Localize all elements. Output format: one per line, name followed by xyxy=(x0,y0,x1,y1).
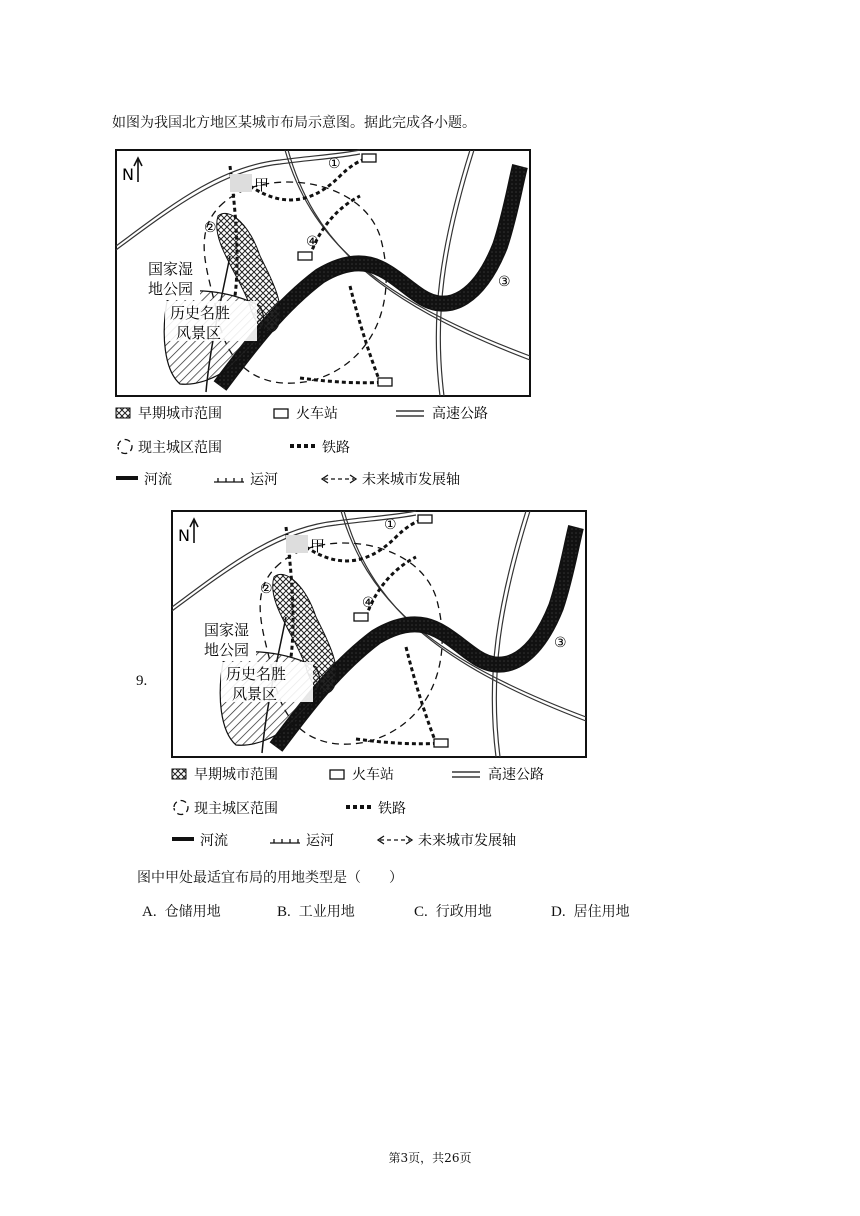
option-text: 行政用地 xyxy=(435,904,492,920)
urban-range-swatch xyxy=(174,801,188,815)
map-svg xyxy=(166,507,594,857)
option-c[interactable] xyxy=(414,901,492,921)
option-a[interactable] xyxy=(142,901,221,921)
scenic-label-1: 历史名胜 xyxy=(170,304,231,322)
marker-4: ④ xyxy=(306,234,319,250)
page-footer: 第3页，共26页 xyxy=(388,1151,472,1165)
legend-river: 河流 xyxy=(200,833,228,849)
map-svg xyxy=(110,146,538,496)
urban-range-swatch xyxy=(118,440,132,454)
city-layout-map-1 xyxy=(110,146,538,496)
legend-canal: 运河 xyxy=(250,472,278,488)
option-letter: A. xyxy=(142,904,157,920)
marker-1: ① xyxy=(384,517,397,533)
legend-early-city: 早期城市范围 xyxy=(194,767,278,783)
marker-1: ① xyxy=(328,156,341,172)
map-legend xyxy=(172,766,544,849)
option-text: 居住用地 xyxy=(573,904,630,920)
question-stem: 图中甲处最适宜布局的用地类型是（ ） xyxy=(137,870,403,886)
option-letter: D. xyxy=(551,904,566,920)
legend-future-axis: 未来城市发展轴 xyxy=(418,833,516,849)
legend-railway: 铁路 xyxy=(378,801,406,817)
marker-2: ② xyxy=(204,220,217,236)
marker-3: ③ xyxy=(498,274,511,290)
legend-station: 火车站 xyxy=(352,767,394,783)
north-label: N xyxy=(122,165,134,184)
legend-early-city: 早期城市范围 xyxy=(138,406,222,422)
city-layout-map-2 xyxy=(166,507,594,857)
legend-highway: 高速公路 xyxy=(432,406,488,422)
legend-station: 火车站 xyxy=(296,406,338,422)
legend-river: 河流 xyxy=(144,472,172,488)
option-letter: C. xyxy=(414,904,428,920)
scenic-label-1: 历史名胜 xyxy=(226,665,287,683)
marker-2: ② xyxy=(260,581,273,597)
legend-future-axis: 未来城市发展轴 xyxy=(362,472,460,488)
option-text: 工业用地 xyxy=(298,904,355,920)
option-text: 仓储用地 xyxy=(164,904,221,920)
north-label: N xyxy=(178,526,190,545)
wetland-label-1: 国家湿 xyxy=(204,621,250,639)
early-city-swatch xyxy=(116,408,130,418)
marker-4: ④ xyxy=(362,595,375,611)
wetland-label-2: 地公园 xyxy=(204,641,250,659)
question-number: 9. xyxy=(136,673,148,689)
early-city-swatch xyxy=(172,769,186,779)
legend-railway: 铁路 xyxy=(322,440,350,456)
place-jia-label: 甲 xyxy=(254,176,270,194)
legend-main-urban: 现主城区范围 xyxy=(138,440,222,456)
scenic-label-2: 风景区 xyxy=(232,685,278,703)
scenic-label-2: 风景区 xyxy=(176,324,222,342)
option-d[interactable] xyxy=(551,901,630,921)
option-letter: B. xyxy=(277,904,291,920)
legend-canal: 运河 xyxy=(306,833,334,849)
map-legend xyxy=(116,405,488,488)
place-jia-label: 甲 xyxy=(310,537,326,555)
station-swatch xyxy=(330,770,344,779)
legend-highway: 高速公路 xyxy=(488,767,544,783)
station-swatch xyxy=(274,409,288,418)
legend-main-urban: 现主城区范围 xyxy=(194,801,278,817)
marker-3: ③ xyxy=(554,635,567,651)
intro-text: 如图为我国北方地区某城市布局示意图。据此完成各小题。 xyxy=(112,115,476,131)
wetland-label-2: 地公园 xyxy=(148,280,194,298)
option-b[interactable] xyxy=(277,901,355,921)
wetland-label-1: 国家湿 xyxy=(148,260,194,278)
